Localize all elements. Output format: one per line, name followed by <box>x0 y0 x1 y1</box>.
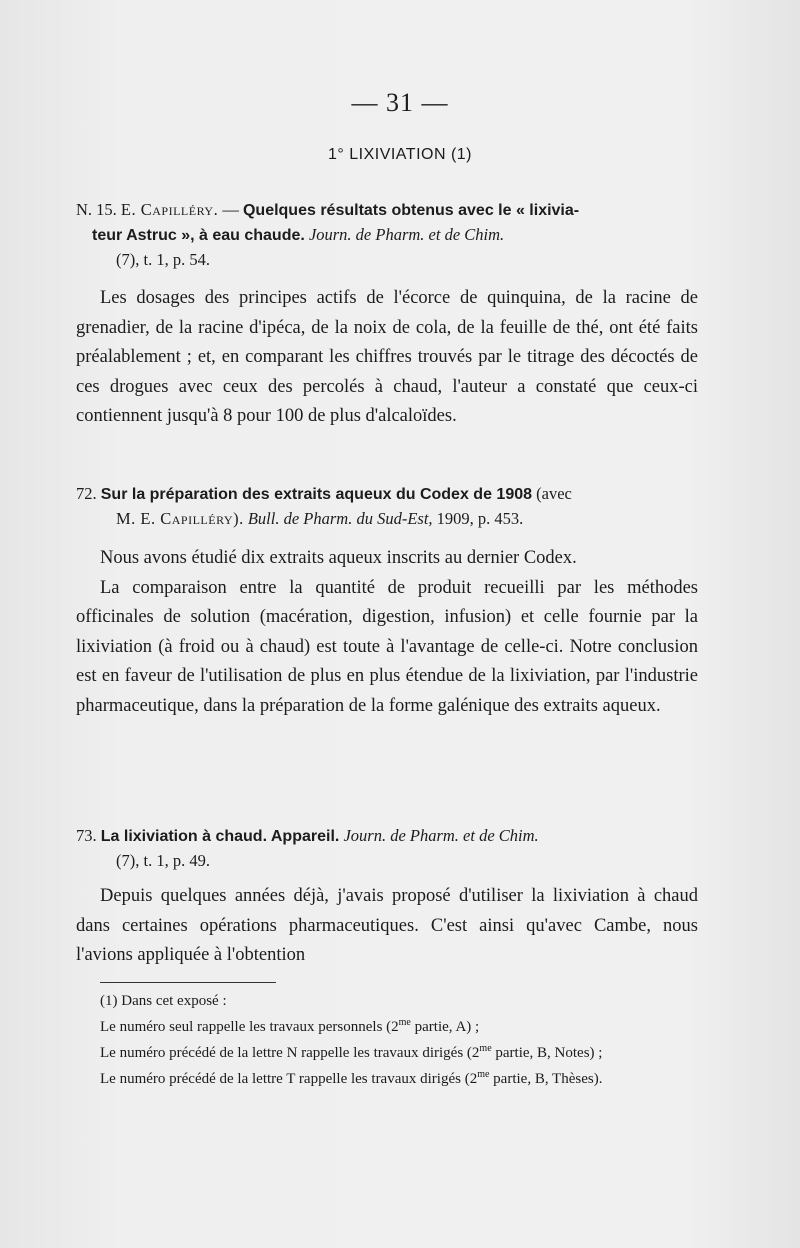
entry-title: La lixiviation à chaud. Appareil. <box>100 828 340 845</box>
entry-source: Bull. de Pharm. du Sud-Est, <box>247 509 433 528</box>
entry-number: N. 15. <box>76 200 117 219</box>
entry-source: Journ. de Pharm. et de Chim. <box>343 826 539 845</box>
footnote-text: partie, B, Thèses). <box>489 1071 603 1087</box>
entry-title-line2: teur Astruc », à eau chaude. <box>92 227 305 244</box>
footnote-line <box>76 1038 700 1064</box>
footnotes <box>76 990 700 1090</box>
page-number: — 31 — <box>351 88 449 117</box>
paragraph: Depuis quelques années déjà, j'avais proposé d'utiliser la lixiviation à chaud dans certaines opérations pharmaceutiques. C'est ainsi qu'avec Cambe, nous l'avions appliquée à l'obtention <box>76 886 698 965</box>
superscript: me <box>479 1043 492 1054</box>
entry-author-prefix: (avec <box>532 484 572 503</box>
entry-number: 73. <box>76 826 97 845</box>
entry-number: 72. <box>76 484 97 503</box>
bibliography-entry-73 <box>76 824 700 873</box>
footnote-line <box>76 1064 700 1090</box>
superscript: me <box>398 1017 411 1028</box>
entry-dash: — <box>218 200 243 219</box>
footnote-divider <box>100 982 276 983</box>
footnote-intro: (1) Dans cet exposé : <box>100 993 227 1009</box>
entry-title-line1: Quelques résultats obtenus avec le « lixivia- <box>242 202 580 219</box>
entry-body-n15 <box>76 284 698 432</box>
footnote-text: partie, B, Notes) ; <box>491 1045 603 1061</box>
entry-reference: (7), t. 1, p. 54. <box>116 250 210 269</box>
bibliography-entry-72 <box>76 482 700 531</box>
superscript: me <box>477 1069 490 1080</box>
footnote-text: Le numéro précédé de la lettre T rappelle les travaux dirigés (2 <box>100 1071 478 1087</box>
entry-body-72 <box>76 544 698 721</box>
entry-reference: (7), t. 1, p. 49. <box>116 851 210 870</box>
entry-body-73 <box>76 882 698 971</box>
entry-title: Sur la préparation des extraits aqueux du Codex de 1908 <box>100 486 533 503</box>
footnote-text: Le numéro précédé de la lettre N rappelle les travaux dirigés (2 <box>100 1045 480 1061</box>
footnote-line <box>76 1012 700 1038</box>
footnote-text: Le numéro seul rappelle les travaux personnels (2 <box>100 1019 399 1035</box>
footnote-text: partie, A) ; <box>410 1019 480 1035</box>
paragraph: Nous avons étudié dix extraits aqueux inscrits au dernier Codex. <box>100 548 577 568</box>
section-heading: 1° LIXIVIATION (1) <box>327 146 473 163</box>
paragraph: La comparaison entre la quantité de produit recueilli par les méthodes officinales de solution (macération, digestion, infusion) et celle fournie par la lixiviation (à froid ou à chaud) est toute à l'avantage de celle-ci. Notre conclusion est en faveur de l'utilisation de plus en plus étendue de la lixiviation, par l'industrie pharmaceutique, dans la préparation de la forme galénique des extraits aqueux. <box>76 577 698 716</box>
entry-author: E. Capilléry. <box>120 200 219 219</box>
bibliography-entry-n15 <box>76 198 700 272</box>
entry-source: Journ. de Pharm. et de Chim. <box>308 225 505 244</box>
paragraph: Les dosages des principes actifs de l'écorce de quinquina, de la racine de grenadier, de la racine d'ipéca, de la noix de cola, de la feuille de thé, ont été faits préalablement ; et, en comparant les chiffres trouvés par le titrage des décoctés de ces drogues avec ceux des percolés à chaud, l'auteur a constaté que ceux-ci contiennent jusqu'à 8 pour 100 de plus d'alcaloïdes. <box>76 288 698 426</box>
entry-author: M. E. Capilléry). <box>116 509 244 528</box>
entry-reference: 1909, p. 453. <box>436 509 524 528</box>
